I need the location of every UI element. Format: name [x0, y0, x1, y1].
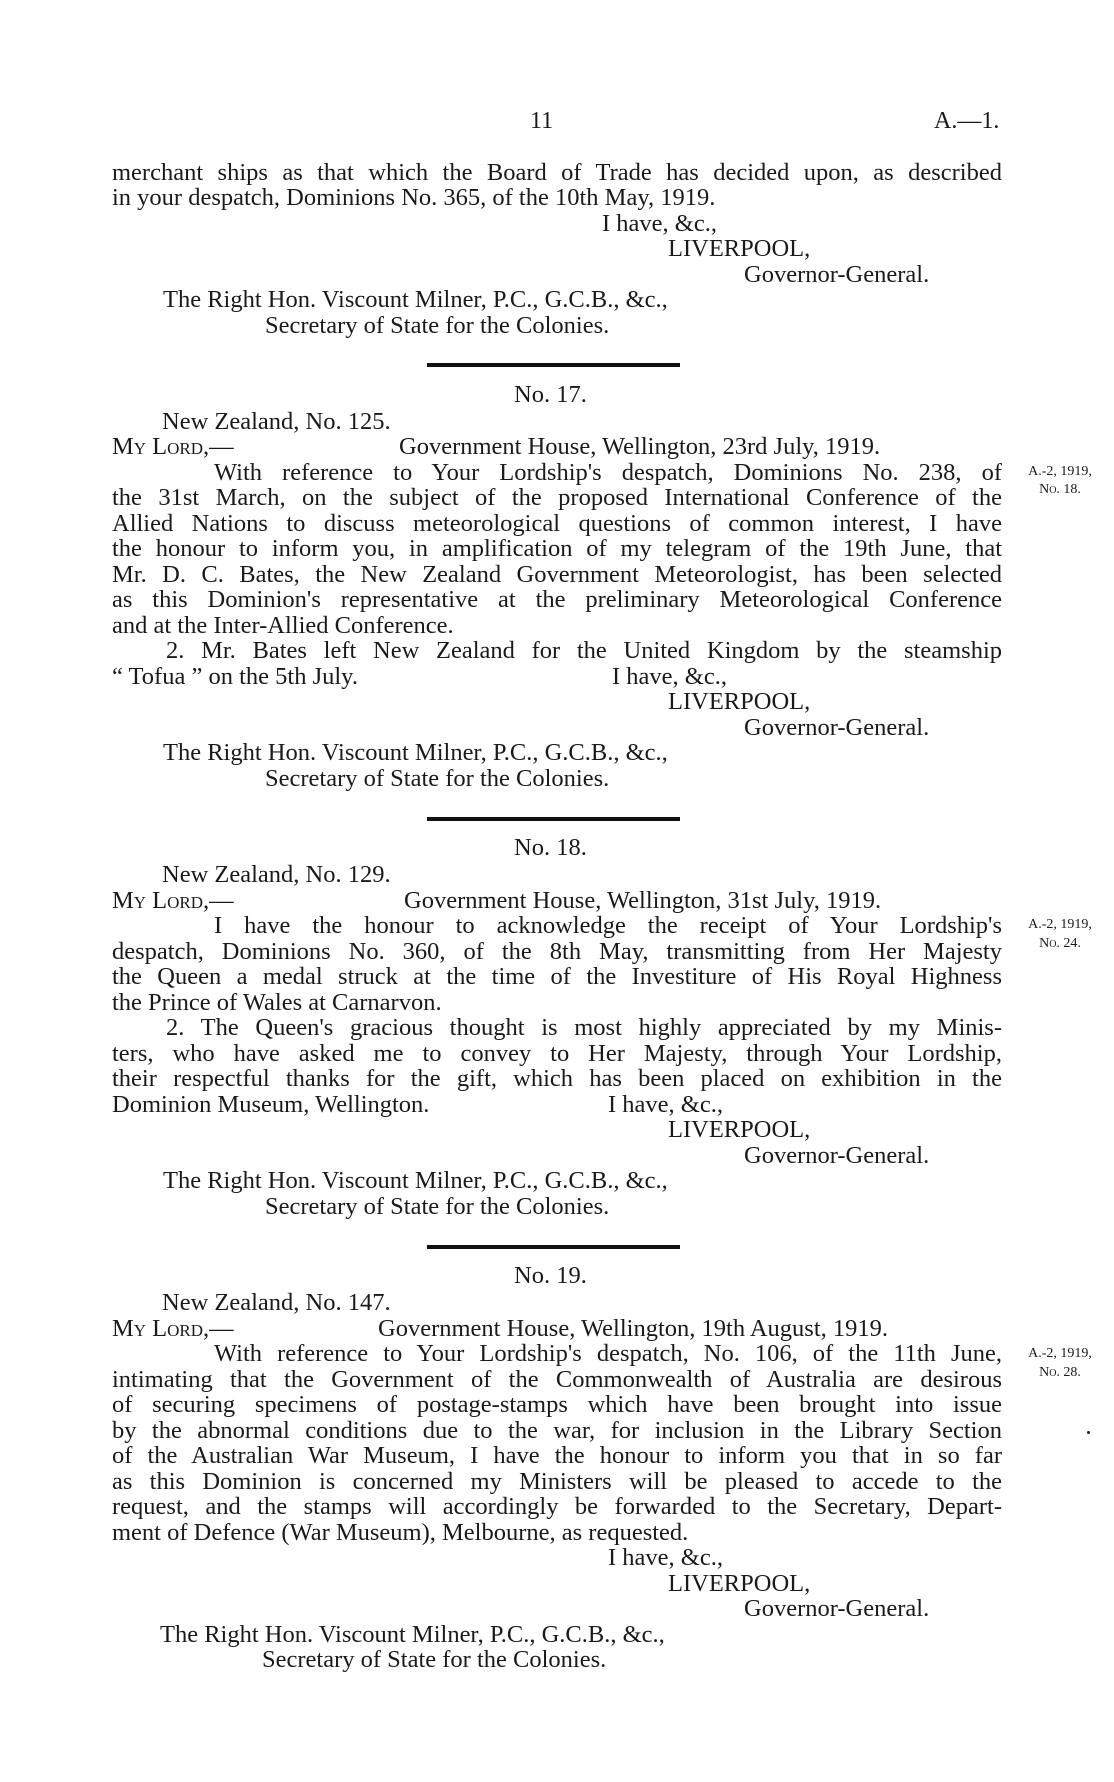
letter-body-line: their respectful thanks for the gift, which has been placed on exhibition in the [112, 1066, 1002, 1092]
letter-body-line: the Prince of Wales at Carnarvon. [112, 989, 442, 1016]
letter-body-line: the 31st March, on the subject of the proposed International Conference of the [112, 485, 1002, 511]
letter-body-line: With reference to Your Lordship's despatch, Dominions No. 238, of [214, 460, 1002, 486]
letter-i-have: I have, &c., [608, 1544, 723, 1571]
letter-i-have: I have, &c., [608, 1091, 723, 1118]
letter-addressee-role: Secretary of State for the Colonies. [262, 1646, 607, 1673]
letter-number: No. 18. [514, 834, 587, 861]
intro-line: merchant ships as that which the Board of Trade has decided upon, as described [112, 160, 1002, 186]
letter-title: Governor-General. [744, 714, 930, 741]
letter-body-line: as this Dominion's representative at the preliminary Meteorological Conference [112, 587, 1002, 613]
letter-body-line: I have the honour to acknowledge the receipt of Your Lordship's [214, 913, 1002, 939]
letter-body-line: the honour to inform you, in amplification of my telegram of the 19th June, that [112, 536, 1002, 562]
letter-number: No. 19. [514, 1262, 587, 1289]
letter-addressee-role: Secretary of State for the Colonies. [265, 765, 610, 792]
intro-i-have: I have, &c., [602, 210, 717, 237]
letter-addressee-role: Secretary of State for the Colonies. [265, 1193, 610, 1220]
letter-body-line: “ Tofua ” on the 5th July. [112, 663, 358, 690]
letter-body-line: 2. Mr. Bates left New Zealand for the United Kingdom by the steamship [166, 638, 1002, 664]
letter-nz-ref: New Zealand, No. 125. [162, 408, 391, 435]
letter-salutation: My Lord,— [112, 887, 234, 914]
letter-number: No. 17. [514, 381, 587, 408]
page-reference: A.—1. [934, 108, 1000, 134]
letter-body-line: of securing specimens of postage-stamps which have been brought into issue [112, 1392, 1002, 1418]
letter-title: Governor-General. [744, 1595, 930, 1622]
letter-addressee: The Right Hon. Viscount Milner, P.C., G.C.B., &c., [163, 1167, 668, 1194]
letter-body-line: With reference to Your Lordship's despatch, No. 106, of the 11th June, [214, 1341, 1002, 1367]
letter-addressee: The Right Hon. Viscount Milner, P.C., G.C.B., &c., [160, 1621, 665, 1648]
intro-addressee-role: Secretary of State for the Colonies. [265, 312, 610, 339]
intro-line: in your despatch, Dominions No. 365, of the 10th May, 1919. [112, 184, 716, 211]
letter-place-date: Government House, Wellington, 31st July, 1919. [404, 887, 882, 914]
letter-body-line: Mr. D. C. Bates, the New Zealand Government Meteorologist, has been selected [112, 562, 1002, 588]
letter-body-line: as this Dominion is concerned my Ministers will be pleased to accede to the [112, 1469, 1002, 1495]
letter-body-line: 2. The Queen's gracious thought is most highly appreciated by my Minis- [166, 1015, 1002, 1041]
stray-mark [1087, 1431, 1090, 1434]
letter-body-line: and at the Inter-Allied Conference. [112, 612, 454, 639]
section-divider [427, 1245, 680, 1249]
letter-body-line: by the abnormal conditions due to the war, for inclusion in the Library Section [112, 1418, 1002, 1444]
section-divider [427, 817, 680, 821]
letter-signature: LIVERPOOL, [668, 1570, 811, 1597]
letter-title: Governor-General. [744, 1142, 930, 1169]
letter-nz-ref: New Zealand, No. 129. [162, 861, 391, 888]
letter-body-line: ment of Defence (War Museum), Melbourne, as requested. [112, 1519, 689, 1546]
letter-salutation: My Lord,— [112, 1315, 234, 1342]
letter-signature: LIVERPOOL, [668, 1116, 811, 1143]
letter-signature: LIVERPOOL, [668, 688, 811, 715]
margin-reference: No. 24. [1039, 936, 1081, 951]
margin-reference: No. 28. [1039, 1365, 1081, 1380]
intro-addressee: The Right Hon. Viscount Milner, P.C., G.C.B., &c., [163, 286, 668, 313]
letter-body-line: despatch, Dominions No. 360, of the 8th May, transmitting from Her Majesty [112, 939, 1002, 965]
margin-reference: A.-2, 1919, [1028, 1346, 1092, 1361]
intro-signature: LIVERPOOL, [668, 235, 811, 262]
margin-reference: A.-2, 1919, [1028, 464, 1092, 479]
letter-place-date: Government House, Wellington, 23rd July, 1919. [399, 433, 881, 460]
letter-body-line: request, and the stamps will accordingly be forwarded to the Secretary, Depart- [112, 1494, 1002, 1520]
page-number: 11 [530, 108, 554, 134]
letter-addressee: The Right Hon. Viscount Milner, P.C., G.C.B., &c., [163, 739, 668, 766]
letter-body-line: ters, who have asked me to convey to Her Majesty, through Your Lordship, [112, 1041, 1002, 1067]
letter-place-date: Government House, Wellington, 19th August, 1919. [378, 1315, 889, 1342]
section-divider [427, 363, 680, 367]
margin-reference: No. 18. [1039, 482, 1081, 497]
letter-nz-ref: New Zealand, No. 147. [162, 1289, 391, 1316]
letter-i-have: I have, &c., [612, 663, 727, 690]
letter-salutation: My Lord,— [112, 433, 234, 460]
margin-reference: A.-2, 1919, [1028, 917, 1092, 932]
intro-title: Governor-General. [744, 261, 930, 288]
letter-body-line: Allied Nations to discuss meteorological questions of common interest, I have [112, 511, 1002, 537]
letter-body-line: of the Australian War Museum, I have the honour to inform you that in so far [112, 1443, 1002, 1469]
letter-body-line: intimating that the Government of the Commonwealth of Australia are desirous [112, 1367, 1002, 1393]
letter-body-line: Dominion Museum, Wellington. [112, 1091, 430, 1118]
letter-body-line: the Queen a medal struck at the time of the Investiture of His Royal Highness [112, 964, 1002, 990]
